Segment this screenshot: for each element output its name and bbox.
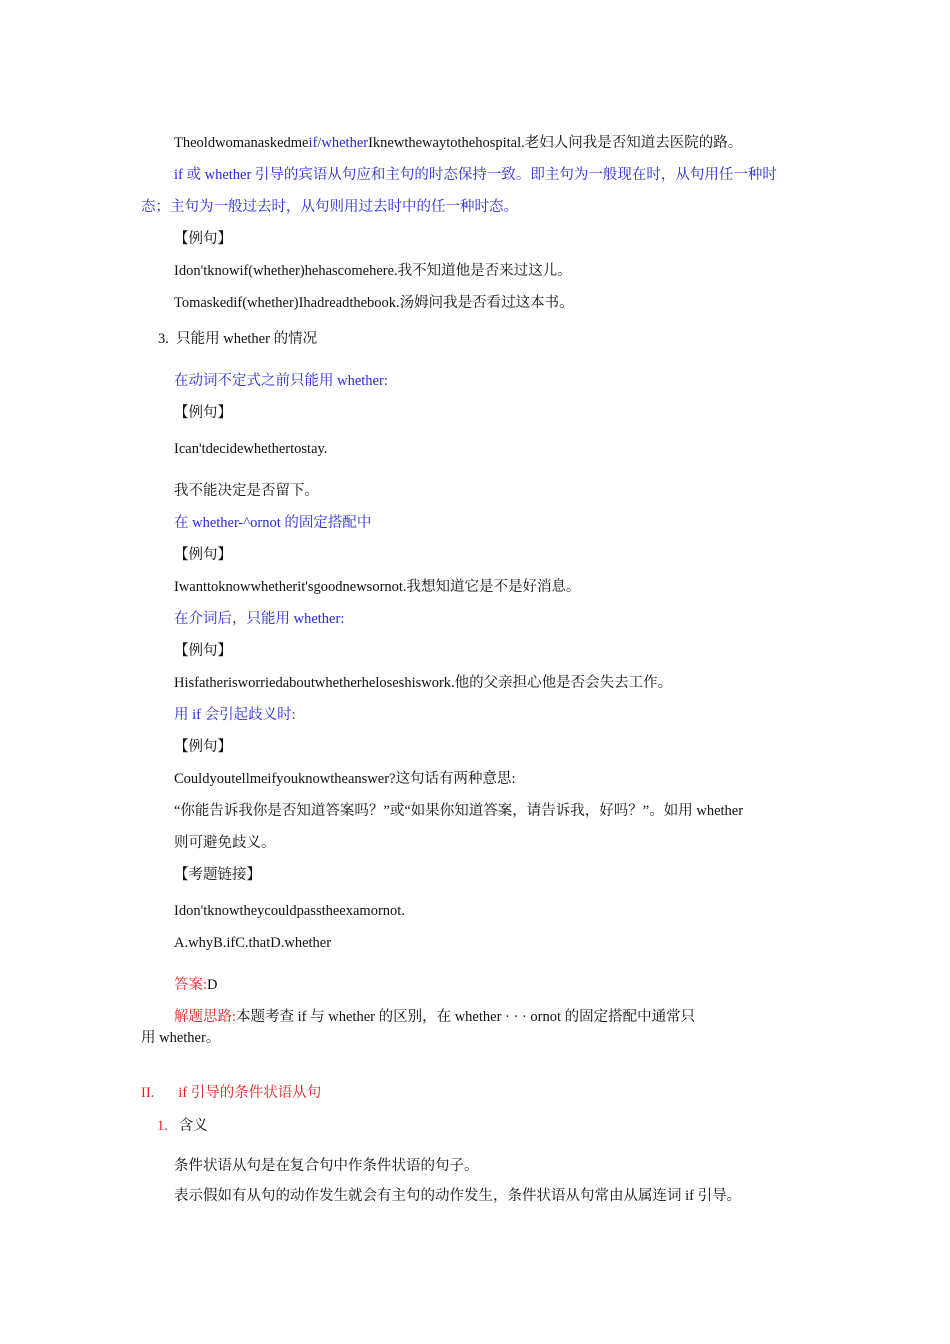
rule-ambiguity: 用 if 会引起歧义时: <box>174 707 296 723</box>
rule-infinitive: 在动词不定式之前只能用 whether: <box>174 373 388 389</box>
example-label: 【例句】 <box>174 547 232 563</box>
definition-line-1: 条件状语从句是在复合句中作条件状语的句子。 <box>174 1158 479 1174</box>
example-translation: 我不能决定是否留下。 <box>174 483 319 499</box>
example-label: 【例句】 <box>174 231 232 247</box>
example-sentence: Iwanttoknowwhetherit'sgoodnewsornot.我想知道它是不是好消息。 <box>174 579 581 595</box>
heading-text: if 引导的条件状语从句 <box>178 1085 322 1101</box>
solution-line-1 <box>174 1008 695 1026</box>
heading-text: 含义 <box>178 1118 208 1134</box>
section-heading-3 <box>158 330 317 348</box>
example-sentence: Idon'tknowif(whether)hehascomehere.我不知道他是否来过这儿。 <box>174 263 572 279</box>
definition-line-2: 表示假如有从句的动作发生就会有主句的动作发生，条件状语从句常由从属连词 if 引导。 <box>174 1188 742 1204</box>
explanation-line-2: 则可避免歧义。 <box>174 835 276 851</box>
solution-line-2: 用 whether。 <box>141 1030 221 1046</box>
rule-tense-line-2: 态；主句为一般过去时，从句则用过去时中的任一种时态。 <box>141 199 518 215</box>
text-segment: Iknewthewaytothehospital.老妇人问我是否知道去医院的路。 <box>368 135 743 151</box>
example-sentence: Ican'tdecidewhethertostay. <box>174 441 328 457</box>
exam-question: Idon'tknowtheycouldpasstheexamornot. <box>174 903 405 919</box>
example-label: 【例句】 <box>174 643 232 659</box>
paragraph-example-old-woman <box>174 134 742 152</box>
exam-options: A.whyB.ifC.thatD.whether <box>174 935 332 951</box>
solution-text: 本题考查 if 与 whether 的区别，在 whether · · · ornot 的固定搭配中通常只 <box>236 1009 696 1025</box>
example-label: 【例句】 <box>174 739 232 755</box>
example-sentence: Couldyoutellmeifyouknowtheanswer?这句话有两种意思: <box>174 771 516 787</box>
example-sentence: Tomaskedif(whether)Ihadreadthebook.汤姆问我是否看过这本书。 <box>174 295 574 311</box>
exam-link-label: 【考题链接】 <box>174 867 261 883</box>
example-sentence: Hisfatherisworriedaboutwhetherheloseshiswork.他的父亲担心他是否会失去工作。 <box>174 675 673 691</box>
explanation-line-1: “你能告诉我你是否知道答案吗？”或“如果你知道答案，请告诉我，好吗？”。如用 whether <box>174 803 744 819</box>
roman-number: II. <box>141 1085 155 1101</box>
rule-whether-or-not: 在 whether-^ornot 的固定搭配中 <box>174 515 372 531</box>
subsection-heading-1 <box>157 1117 208 1135</box>
example-label: 【例句】 <box>174 405 232 421</box>
rule-after-preposition: 在介词后，只能用 whether: <box>174 611 345 627</box>
solution-label: 解题思路: <box>174 1009 237 1025</box>
heading-text: 只能用 whether 的情况 <box>176 331 318 347</box>
rule-tense-line-1: if 或 whether 引导的宾语从句应和主句的时态保持一致。即主句为一般现在时，从句用任一种时 <box>174 167 777 183</box>
highlight-if-whether: if/whether <box>308 135 369 151</box>
answer-label: 答案: <box>174 977 208 993</box>
section-heading-II <box>141 1084 321 1102</box>
text-segment: Theoldwomanaskedme <box>174 135 309 151</box>
answer-value: D <box>207 977 218 993</box>
answer-line <box>174 976 218 994</box>
list-number: 1. <box>157 1118 168 1134</box>
list-number: 3. <box>158 331 169 347</box>
